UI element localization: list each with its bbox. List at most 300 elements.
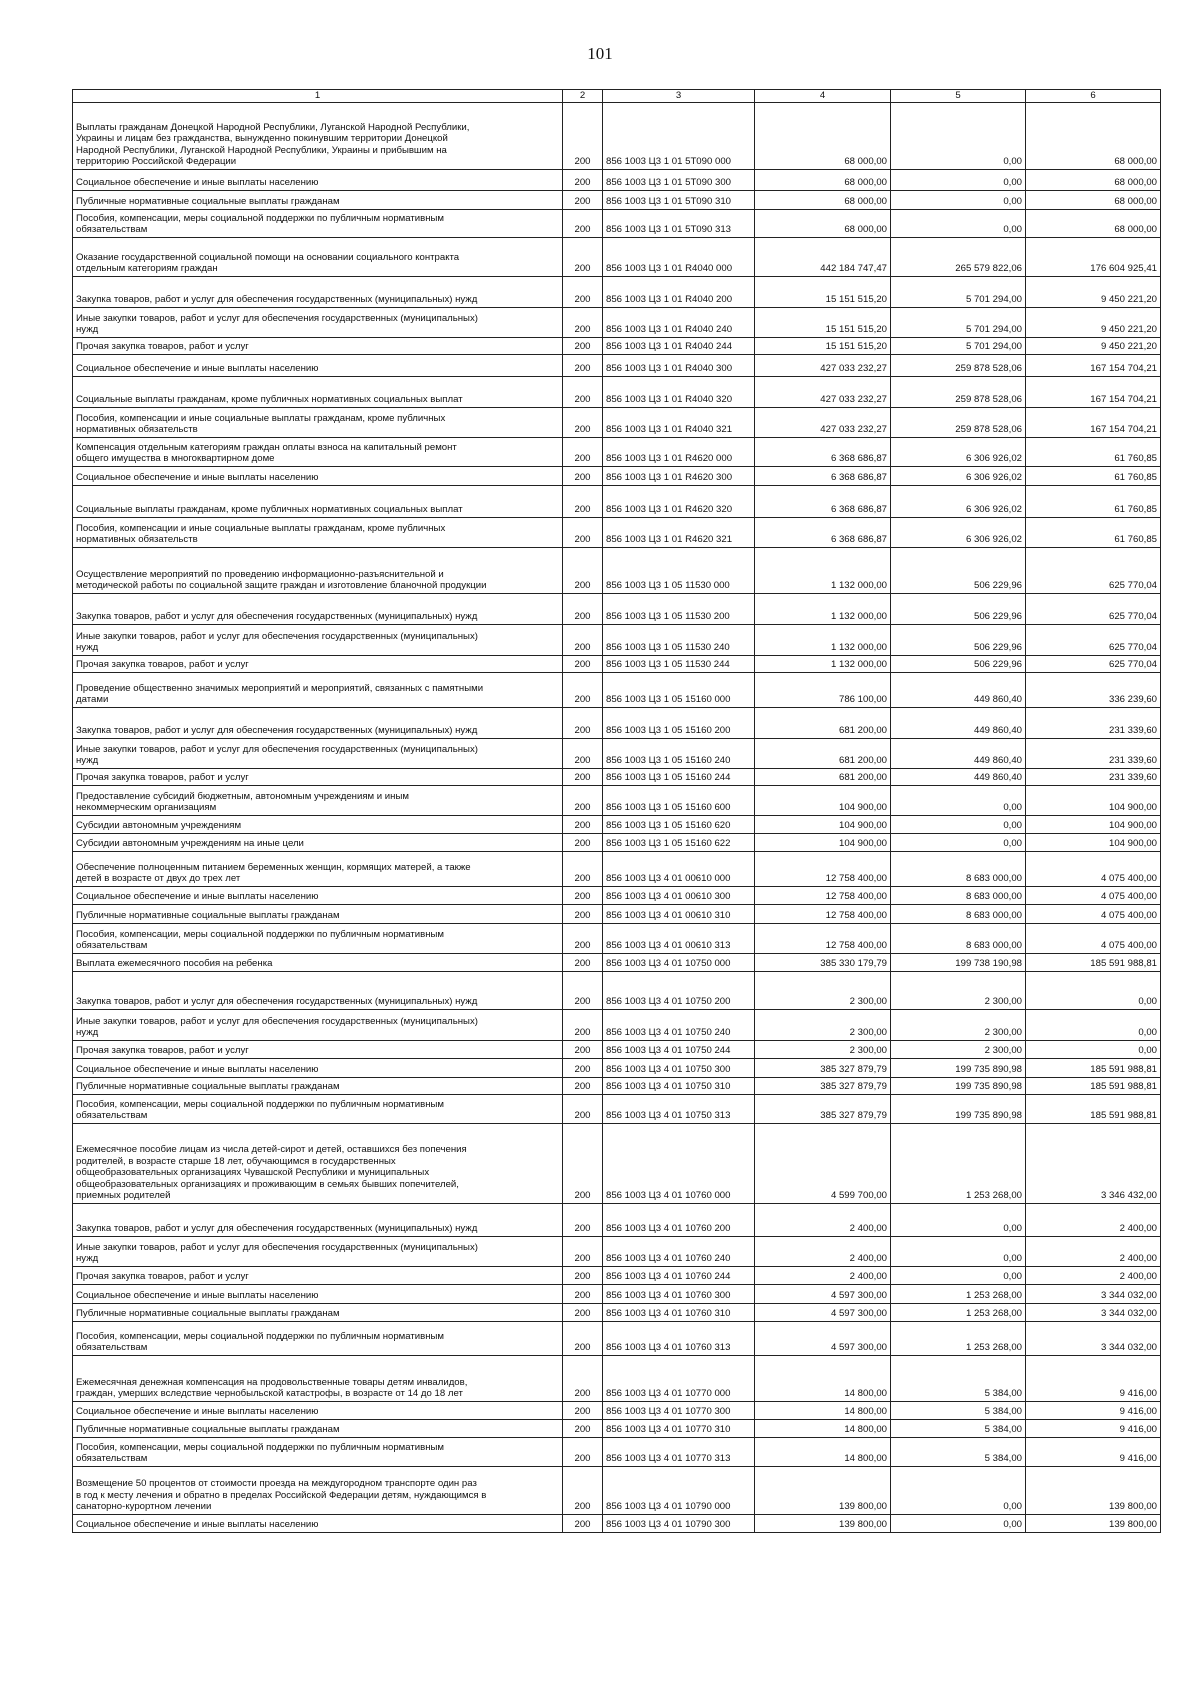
row-name: Ежемесячное пособие лицам из числа детей-сирот и детей, оставшихся без попечения родителей, в возрасте старше 18 лет, обучающимся в государственных общеобразовательных организациях Чувашской Республики и муниципальных общеобразовательных организациях и проживающим в семьях бывших попечителей, приемных родителей [73,1124,563,1204]
row-amount-col4: 385 327 879,79 [755,1095,891,1124]
row-amount-col4: 4 597 300,00 [755,1285,891,1304]
row-amount-col5: 6 306 926,02 [891,486,1026,518]
row-classifier: 856 1003 Ц3 1 01 R4040 000 [603,238,755,277]
row-amount-col5: 2 300,00 [891,972,1026,1010]
row-name: Пособия, компенсации и иные социальные выплаты гражданам, кроме публичных нормативных обязательств [73,408,563,438]
row-amount-col5: 506 229,96 [891,548,1026,594]
row-name: Социальное обеспечение и иные выплаты населению [73,1059,563,1078]
table-row [73,852,1161,887]
row-code: 200 [563,210,603,238]
table-row [73,1124,1161,1204]
row-name: Выплата ежемесячного пособия на ребенка [73,954,563,972]
row-name: Пособия, компенсации и иные социальные выплаты гражданам, кроме публичных нормативных обязательств [73,518,563,548]
table-row [73,625,1161,656]
row-classifier: 856 1003 Ц3 1 01 R4040 200 [603,277,755,308]
row-amount-col6: 336 239,60 [1026,673,1161,708]
table-row [73,1420,1161,1438]
row-code: 200 [563,1010,603,1041]
row-amount-col4: 12 758 400,00 [755,887,891,905]
row-code: 200 [563,308,603,338]
row-amount-col6: 104 900,00 [1026,834,1161,852]
row-code: 200 [563,786,603,816]
row-amount-col6: 104 900,00 [1026,786,1161,816]
row-amount-col5: 506 229,96 [891,656,1026,673]
row-code: 200 [563,656,603,673]
row-amount-col4: 2 400,00 [755,1267,891,1285]
row-name: Социальные выплаты гражданам, кроме публичных нормативных социальных выплат [73,486,563,518]
row-amount-col4: 2 400,00 [755,1204,891,1237]
row-amount-col4: 681 200,00 [755,769,891,786]
row-code: 200 [563,103,603,170]
row-amount-col5: 0,00 [891,1515,1026,1533]
row-code: 200 [563,355,603,377]
row-classifier: 856 1003 Ц3 1 01 5Т090 300 [603,170,755,191]
row-amount-col4: 6 368 686,87 [755,467,891,486]
row-name: Возмещение 50 процентов от стоимости проезда на междугородном транспорте один раз в год к месту лечения и обратно в пределах Российской Федерации детям, нуждающимся в санаторно-курортном лечении [73,1467,563,1515]
row-amount-col4: 427 033 232,27 [755,377,891,408]
row-classifier: 856 1003 Ц3 4 01 10770 000 [603,1356,755,1402]
row-amount-col6: 139 800,00 [1026,1467,1161,1515]
row-classifier: 856 1003 Ц3 1 05 15160 622 [603,834,755,852]
row-code: 200 [563,1304,603,1322]
row-amount-col6: 0,00 [1026,1010,1161,1041]
row-amount-col5: 5 701 294,00 [891,338,1026,355]
row-classifier: 856 1003 Ц3 4 01 10750 313 [603,1095,755,1124]
row-code: 200 [563,1402,603,1420]
row-classifier: 856 1003 Ц3 4 01 10790 000 [603,1467,755,1515]
row-classifier: 856 1003 Ц3 4 01 00610 310 [603,905,755,924]
row-amount-col4: 68 000,00 [755,170,891,191]
row-name: Закупка товаров, работ и услуг для обеспечения государственных (муниципальных) нужд [73,1204,563,1237]
row-code: 200 [563,739,603,769]
column-header: 4 [755,90,891,103]
row-code: 200 [563,191,603,210]
table-row [73,1322,1161,1356]
row-amount-col4: 14 800,00 [755,1438,891,1467]
row-name: Иные закупки товаров, работ и услуг для обеспечения государственных (муниципальных) нужд [73,625,563,656]
row-code: 200 [563,625,603,656]
row-code: 200 [563,486,603,518]
row-amount-col6: 0,00 [1026,1041,1161,1059]
row-amount-col6: 625 770,04 [1026,656,1161,673]
row-amount-col4: 4 597 300,00 [755,1322,891,1356]
table-row [73,887,1161,905]
table-row [73,438,1161,467]
row-amount-col5: 6 306 926,02 [891,518,1026,548]
row-amount-col6: 185 591 988,81 [1026,954,1161,972]
budget-table [72,89,1161,1533]
row-amount-col6: 61 760,85 [1026,438,1161,467]
table-row [73,1304,1161,1322]
row-amount-col6: 9 450 221,20 [1026,338,1161,355]
row-amount-col5: 0,00 [891,170,1026,191]
row-code: 200 [563,972,603,1010]
row-code: 200 [563,834,603,852]
row-amount-col5: 5 701 294,00 [891,308,1026,338]
row-amount-col4: 104 900,00 [755,816,891,834]
table-row [73,594,1161,625]
table-row [73,1078,1161,1095]
row-amount-col5: 0,00 [891,1237,1026,1267]
table-row [73,210,1161,238]
table-row [73,103,1161,170]
row-amount-col4: 786 100,00 [755,673,891,708]
row-code: 200 [563,1285,603,1304]
row-name: Пособия, компенсации, меры социальной поддержки по публичным нормативным обязательствам [73,210,563,238]
table-row [73,308,1161,338]
row-amount-col4: 427 033 232,27 [755,355,891,377]
table-row [73,548,1161,594]
row-code: 200 [563,238,603,277]
row-classifier: 856 1003 Ц3 1 05 11530 000 [603,548,755,594]
row-classifier: 856 1003 Ц3 1 01 5Т090 000 [603,103,755,170]
row-amount-col6: 2 400,00 [1026,1204,1161,1237]
row-amount-col4: 681 200,00 [755,739,891,769]
row-amount-col6: 9 416,00 [1026,1420,1161,1438]
table-row [73,1059,1161,1078]
row-classifier: 856 1003 Ц3 1 05 11530 244 [603,656,755,673]
row-classifier: 856 1003 Ц3 4 01 10750 200 [603,972,755,1010]
row-amount-col5: 6 306 926,02 [891,438,1026,467]
row-name: Социальные выплаты гражданам, кроме публичных нормативных социальных выплат [73,377,563,408]
row-amount-col4: 1 132 000,00 [755,656,891,673]
row-amount-col5: 199 735 890,98 [891,1095,1026,1124]
row-code: 200 [563,769,603,786]
row-amount-col6: 185 591 988,81 [1026,1078,1161,1095]
row-amount-col4: 385 330 179,79 [755,954,891,972]
row-amount-col4: 12 758 400,00 [755,924,891,954]
row-code: 200 [563,1078,603,1095]
row-amount-col4: 2 300,00 [755,1041,891,1059]
row-classifier: 856 1003 Ц3 1 01 R4620 320 [603,486,755,518]
row-amount-col4: 14 800,00 [755,1356,891,1402]
row-amount-col4: 442 184 747,47 [755,238,891,277]
row-amount-col6: 167 154 704,21 [1026,377,1161,408]
table-row [73,816,1161,834]
row-amount-col4: 385 327 879,79 [755,1059,891,1078]
row-code: 200 [563,1322,603,1356]
row-classifier: 856 1003 Ц3 1 01 5Т090 313 [603,210,755,238]
row-code: 200 [563,887,603,905]
table-row [73,338,1161,355]
row-name: Социальное обеспечение и иные выплаты населению [73,170,563,191]
row-name: Прочая закупка товаров, работ и услуг [73,656,563,673]
row-classifier: 856 1003 Ц3 4 01 10750 300 [603,1059,755,1078]
row-classifier: 856 1003 Ц3 4 01 10750 310 [603,1078,755,1095]
row-name: Субсидии автономным учреждениям [73,816,563,834]
row-name: Обеспечение полноценным питанием беременных женщин, кормящих матерей, а также детей в возрасте от двух до трех лет [73,852,563,887]
row-name: Пособия, компенсации, меры социальной поддержки по публичным нормативным обязательствам [73,1095,563,1124]
table-row [73,834,1161,852]
row-name: Иные закупки товаров, работ и услуг для обеспечения государственных (муниципальных) нужд [73,739,563,769]
row-name: Выплаты гражданам Донецкой Народной Республики, Луганской Народной Республики, Украины и лицам без гражданства, вынужденно покинувшим территории Донецкой Народной Республики, Луганской Народной Республики, Украины и прибывшим на территорию Российской Федерации [73,103,563,170]
table-row [73,1010,1161,1041]
table-row [73,238,1161,277]
row-amount-col5: 5 384,00 [891,1356,1026,1402]
row-name: Ежемесячная денежная компенсация на продовольственные товары детям инвалидов, граждан, умерших вследствие чернобыльской катастрофы, в возрасте от 14 до 18 лет [73,1356,563,1402]
row-amount-col6: 9 416,00 [1026,1402,1161,1420]
row-amount-col6: 104 900,00 [1026,816,1161,834]
header-row [73,90,1161,103]
row-classifier: 856 1003 Ц3 1 01 R4040 320 [603,377,755,408]
row-amount-col6: 4 075 400,00 [1026,852,1161,887]
table-row [73,769,1161,786]
row-name: Прочая закупка товаров, работ и услуг [73,338,563,355]
row-amount-col6: 68 000,00 [1026,210,1161,238]
row-amount-col4: 2 300,00 [755,1010,891,1041]
row-name: Социальное обеспечение и иные выплаты населению [73,1402,563,1420]
row-classifier: 856 1003 Ц3 1 01 R4040 244 [603,338,755,355]
row-classifier: 856 1003 Ц3 1 05 15160 244 [603,769,755,786]
row-code: 200 [563,377,603,408]
row-code: 200 [563,708,603,739]
row-amount-col4: 6 368 686,87 [755,438,891,467]
row-amount-col5: 1 253 268,00 [891,1304,1026,1322]
row-amount-col5: 199 735 890,98 [891,1078,1026,1095]
row-amount-col4: 385 327 879,79 [755,1078,891,1095]
row-amount-col5: 0,00 [891,210,1026,238]
table-row [73,1041,1161,1059]
row-classifier: 856 1003 Ц3 1 05 15160 620 [603,816,755,834]
table-row [73,786,1161,816]
table-row [73,924,1161,954]
row-code: 200 [563,467,603,486]
table-row [73,1237,1161,1267]
row-classifier: 856 1003 Ц3 1 01 5Т090 310 [603,191,755,210]
row-code: 200 [563,338,603,355]
row-classifier: 856 1003 Ц3 4 01 10760 310 [603,1304,755,1322]
row-amount-col5: 199 738 190,98 [891,954,1026,972]
row-amount-col5: 5 701 294,00 [891,277,1026,308]
row-amount-col6: 625 770,04 [1026,625,1161,656]
row-amount-col5: 449 860,40 [891,708,1026,739]
row-amount-col5: 449 860,40 [891,739,1026,769]
row-classifier: 856 1003 Ц3 4 01 10770 310 [603,1420,755,1438]
row-amount-col6: 167 154 704,21 [1026,355,1161,377]
row-code: 200 [563,1124,603,1204]
table-row [73,377,1161,408]
table-row [73,518,1161,548]
row-code: 200 [563,1095,603,1124]
row-classifier: 856 1003 Ц3 4 01 10760 244 [603,1267,755,1285]
row-amount-col5: 8 683 000,00 [891,887,1026,905]
row-classifier: 856 1003 Ц3 1 05 11530 200 [603,594,755,625]
row-name: Публичные нормативные социальные выплаты гражданам [73,905,563,924]
row-amount-col6: 3 344 032,00 [1026,1304,1161,1322]
table-row [73,191,1161,210]
row-code: 200 [563,1267,603,1285]
row-amount-col6: 185 591 988,81 [1026,1059,1161,1078]
row-classifier: 856 1003 Ц3 1 05 15160 200 [603,708,755,739]
row-amount-col4: 68 000,00 [755,191,891,210]
table-row [73,1095,1161,1124]
row-code: 200 [563,1059,603,1078]
row-classifier: 856 1003 Ц3 1 01 R4620 300 [603,467,755,486]
table-row [73,1285,1161,1304]
row-amount-col5: 0,00 [891,1467,1026,1515]
row-code: 200 [563,905,603,924]
table-row [73,355,1161,377]
row-amount-col6: 176 604 925,41 [1026,238,1161,277]
row-amount-col5: 199 735 890,98 [891,1059,1026,1078]
row-code: 200 [563,548,603,594]
row-code: 200 [563,594,603,625]
row-code: 200 [563,1204,603,1237]
row-amount-col5: 449 860,40 [891,769,1026,786]
row-amount-col5: 259 878 528,06 [891,355,1026,377]
row-classifier: 856 1003 Ц3 4 01 10760 240 [603,1237,755,1267]
row-name: Социальное обеспечение и иные выплаты населению [73,355,563,377]
row-amount-col4: 6 368 686,87 [755,486,891,518]
row-classifier: 856 1003 Ц3 4 01 10750 240 [603,1010,755,1041]
table-row [73,656,1161,673]
row-amount-col6: 4 075 400,00 [1026,924,1161,954]
row-amount-col6: 185 591 988,81 [1026,1095,1161,1124]
row-amount-col6: 9 450 221,20 [1026,308,1161,338]
row-name: Социальное обеспечение и иные выплаты населению [73,467,563,486]
row-amount-col5: 506 229,96 [891,594,1026,625]
row-classifier: 856 1003 Ц3 4 01 10760 313 [603,1322,755,1356]
row-classifier: 856 1003 Ц3 4 01 00610 300 [603,887,755,905]
table-row [73,1467,1161,1515]
row-amount-col6: 68 000,00 [1026,191,1161,210]
table-row [73,1356,1161,1402]
row-amount-col6: 625 770,04 [1026,594,1161,625]
table-row [73,1438,1161,1467]
row-code: 200 [563,673,603,708]
row-name: Субсидии автономным учреждениям на иные цели [73,834,563,852]
row-code: 200 [563,1420,603,1438]
row-classifier: 856 1003 Ц3 4 01 10770 313 [603,1438,755,1467]
row-amount-col4: 104 900,00 [755,786,891,816]
row-amount-col5: 1 253 268,00 [891,1322,1026,1356]
row-classifier: 856 1003 Ц3 4 01 10760 200 [603,1204,755,1237]
row-amount-col5: 5 384,00 [891,1420,1026,1438]
row-classifier: 856 1003 Ц3 4 01 10760 000 [603,1124,755,1204]
row-amount-col5: 2 300,00 [891,1010,1026,1041]
row-name: Пособия, компенсации, меры социальной поддержки по публичным нормативным обязательствам [73,1322,563,1356]
row-classifier: 856 1003 Ц3 1 01 R4040 300 [603,355,755,377]
row-amount-col5: 1 253 268,00 [891,1285,1026,1304]
row-classifier: 856 1003 Ц3 4 01 10770 300 [603,1402,755,1420]
row-code: 200 [563,1356,603,1402]
row-code: 200 [563,1041,603,1059]
row-amount-col6: 61 760,85 [1026,486,1161,518]
row-amount-col4: 4 599 700,00 [755,1124,891,1204]
row-amount-col5: 259 878 528,06 [891,377,1026,408]
row-name: Предоставление субсидий бюджетным, автономным учреждениям и иным некоммерческим организациям [73,786,563,816]
row-classifier: 856 1003 Ц3 4 01 10760 300 [603,1285,755,1304]
column-header: 5 [891,90,1026,103]
table-row [73,673,1161,708]
table-row [73,905,1161,924]
row-amount-col4: 68 000,00 [755,210,891,238]
row-name: Оказание государственной социальной помощи на основании социального контракта отдельным категориям граждан [73,238,563,277]
table-row [73,486,1161,518]
row-classifier: 856 1003 Ц3 1 01 R4040 240 [603,308,755,338]
table-row [73,972,1161,1010]
row-code: 200 [563,924,603,954]
row-amount-col5: 5 384,00 [891,1402,1026,1420]
table-row [73,708,1161,739]
row-amount-col5: 506 229,96 [891,625,1026,656]
row-name: Пособия, компенсации, меры социальной поддержки по публичным нормативным обязательствам [73,1438,563,1467]
row-code: 200 [563,408,603,438]
row-amount-col4: 15 151 515,20 [755,308,891,338]
table-row [73,1267,1161,1285]
row-amount-col5: 0,00 [891,103,1026,170]
row-code: 200 [563,438,603,467]
row-name: Публичные нормативные социальные выплаты гражданам [73,1304,563,1322]
row-amount-col6: 61 760,85 [1026,467,1161,486]
row-code: 200 [563,816,603,834]
row-amount-col6: 625 770,04 [1026,548,1161,594]
row-code: 200 [563,170,603,191]
row-amount-col5: 0,00 [891,786,1026,816]
row-name: Закупка товаров, работ и услуг для обеспечения государственных (муниципальных) нужд [73,708,563,739]
row-amount-col6: 231 339,60 [1026,739,1161,769]
row-amount-col5: 0,00 [891,191,1026,210]
row-amount-col5: 6 306 926,02 [891,467,1026,486]
table-row [73,1515,1161,1533]
row-amount-col6: 0,00 [1026,972,1161,1010]
row-amount-col5: 0,00 [891,834,1026,852]
row-amount-col6: 167 154 704,21 [1026,408,1161,438]
row-amount-col6: 61 760,85 [1026,518,1161,548]
table-row [73,1204,1161,1237]
row-amount-col4: 2 300,00 [755,972,891,1010]
table-row [73,408,1161,438]
row-name: Прочая закупка товаров, работ и услуг [73,1041,563,1059]
table-row [73,170,1161,191]
row-amount-col4: 1 132 000,00 [755,548,891,594]
row-amount-col6: 3 344 032,00 [1026,1322,1161,1356]
row-classifier: 856 1003 Ц3 1 01 R4620 321 [603,518,755,548]
row-name: Иные закупки товаров, работ и услуг для обеспечения государственных (муниципальных) нужд [73,1010,563,1041]
column-header: 3 [603,90,755,103]
column-header: 2 [563,90,603,103]
row-classifier: 856 1003 Ц3 4 01 10750 244 [603,1041,755,1059]
row-amount-col5: 0,00 [891,1204,1026,1237]
row-amount-col4: 681 200,00 [755,708,891,739]
row-amount-col4: 4 597 300,00 [755,1304,891,1322]
column-header: 6 [1026,90,1161,103]
row-amount-col6: 9 450 221,20 [1026,277,1161,308]
row-amount-col4: 15 151 515,20 [755,277,891,308]
row-amount-col4: 104 900,00 [755,834,891,852]
row-amount-col4: 12 758 400,00 [755,905,891,924]
row-amount-col4: 427 033 232,27 [755,408,891,438]
row-amount-col6: 3 344 032,00 [1026,1285,1161,1304]
row-amount-col4: 15 151 515,20 [755,338,891,355]
row-amount-col5: 8 683 000,00 [891,924,1026,954]
row-amount-col5: 449 860,40 [891,673,1026,708]
row-name: Иные закупки товаров, работ и услуг для обеспечения государственных (муниципальных) нужд [73,1237,563,1267]
row-amount-col5: 8 683 000,00 [891,905,1026,924]
row-amount-col6: 139 800,00 [1026,1515,1161,1533]
row-name: Публичные нормативные социальные выплаты гражданам [73,1420,563,1438]
table-row [73,467,1161,486]
row-name: Публичные нормативные социальные выплаты гражданам [73,1078,563,1095]
row-amount-col6: 2 400,00 [1026,1237,1161,1267]
row-classifier: 856 1003 Ц3 1 05 15160 600 [603,786,755,816]
table-row [73,277,1161,308]
row-name: Осуществление мероприятий по проведению информационно-разъяснительной и методической работы по социальной защите граждан и изготовление бланочной продукции [73,548,563,594]
row-amount-col4: 2 400,00 [755,1237,891,1267]
row-amount-col6: 68 000,00 [1026,103,1161,170]
row-amount-col4: 14 800,00 [755,1402,891,1420]
row-name: Пособия, компенсации, меры социальной поддержки по публичным нормативным обязательствам [73,924,563,954]
